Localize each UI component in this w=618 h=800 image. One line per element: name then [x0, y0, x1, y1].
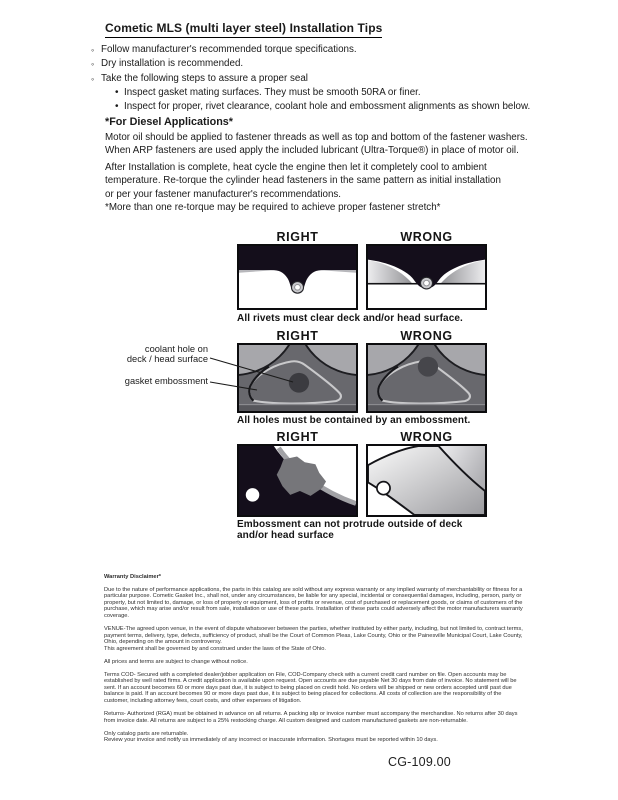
hole-embossment-wrong-illustration: [368, 345, 485, 411]
diagram-row3-wrong-panel: [366, 444, 487, 517]
diesel-applications-heading: *For Diesel Applications*: [105, 116, 233, 128]
warranty-disclaimer-heading: Warranty Disclaimer*: [104, 574, 162, 580]
diagram-row3-labels: [237, 430, 487, 444]
diagram-row3-right-panel: [237, 444, 358, 517]
legal-paragraph: Only catalog parts are returnable.: [104, 730, 189, 737]
open-bullet-icon: ◦: [91, 45, 95, 55]
wrong-label: WRONG: [400, 430, 453, 444]
diagram-row1-wrong-panel: [366, 244, 487, 310]
right-label: RIGHT: [276, 230, 319, 244]
legal-paragraph: This agreement shall be governed by and construed under the laws of the State of Ohio.: [104, 645, 326, 652]
coolant-hole-label: deck / head surface: [126, 354, 208, 364]
embossment-deck-wrong-illustration: [368, 446, 485, 515]
gasket-embossment-label: gasket embossment: [124, 376, 208, 386]
diagram-row1-right-panel: [237, 244, 358, 310]
list-item: • Inspect for proper, rivet clearance, coolant hole and embossment alignments as shown below.: [91, 100, 530, 114]
embossment-deck-right-illustration: [239, 446, 356, 515]
diagram-row2-annotations: [96, 344, 208, 386]
diesel-paragraph-2: After Installation is complete, heat cycle the engine then let it completely cool to ambient temperature. Re-torque the cylinder head fasteners in the same pattern as initial installation or per your fastener manufacturer's recommendations.: [105, 162, 501, 200]
wrong-label: WRONG: [400, 230, 453, 244]
legal-paragraph: Due to the nature of performance applications, the parts in this catalog are sold without any express warranty or any implied warranty of merchantability or fitness for a particular purpose. Cometic Gasket Inc., shall not, under any circumstances, be liable for any special, incidental or consequential damages, including, person, party or property, but not limited to, damage, or loss of property or equipment, loss of profits or revenue, cost of purchased or replacement goods, or claims of customers of the purchase, which may arise and/or result from sale, installation or use of these parts. Installation of these parts could adversely affect the motor manufacturers warranty coverage.: [104, 586, 523, 619]
legal-paragraph: All prices and terms are subject to change without notice.: [104, 658, 248, 665]
legal-paragraph: Review your invoice and notify us immediately of any incorrect or inaccurate information. Shortages must be reported within 10 days.: [104, 737, 438, 744]
diagram-row1-caption: All rivets must clear deck and/or head surface.: [237, 313, 463, 324]
catalog-page-code: CG-109.00: [388, 755, 451, 769]
legal-paragraph: Terms COD- Secured with a completed dealer/jobber application on File, COD-Company check with a current credit card number on file. Open accounts may be established by well rated firms. A credit application is available upon request. Open accounts are due payable Net 30 days from date of invoice. No statement will be sent. If an account becomes 60 or more days past due, it is subject to being placed on credit hold. No orders will be shipped or new orders accepted until past due balance is paid. If an account becomes 90 or more days past due, it is subject to being placed for collections. All costs of collection are the responsibility of the customer, including attorney fees, court costs, and other expenses of litigation.: [104, 671, 517, 705]
list-item: ◦ Follow manufacturer's recommended torque specifications.: [91, 43, 530, 57]
rivet-clearance-right-illustration: [239, 246, 356, 308]
diagram-row3-caption: Embossment can not protrude outside of deck and/or head surface: [237, 519, 463, 541]
legal-paragraph: Returns- Authorized (RGA) must be obtained in advance on all returns. A packing slip or invoice number must accompany the merchandise. No returns after 30 days from invoice date. All returns are subject to a 25% restocking charge. All custom designed and custom manufactured gaskets are non-returnable.: [104, 711, 518, 724]
coolant-hole-label: coolant hole on: [144, 344, 208, 354]
diagram-row1-labels: [237, 230, 487, 244]
retorque-note: *More than one re-torque may be required to achieve proper fastener stretch*: [105, 202, 441, 213]
open-bullet-icon: ◦: [91, 73, 95, 84]
diagram-row2-caption: All holes must be contained by an embossment.: [237, 415, 471, 426]
rivet-clearance-wrong-illustration: [368, 246, 485, 308]
open-bullet-icon: ◦: [91, 59, 95, 70]
diesel-paragraph-1: Motor oil should be applied to fastener threads as well as top and bottom of the fastener washers. When ARP fasteners are used apply the included lubricant (Ultra-Torque®) in place of motor oil.: [105, 132, 528, 157]
diagram-row2-wrong-panel: [366, 343, 487, 413]
right-label: RIGHT: [276, 430, 319, 444]
diagram-row2-labels: [237, 329, 487, 343]
warranty-disclaimer-block: [104, 574, 524, 750]
list-item: ◦ Dry installation is recommended.: [91, 57, 530, 71]
bullet-icon: •: [115, 86, 119, 98]
annotation-pointer-lines: [208, 349, 300, 395]
list-item: • Inspect gasket mating surfaces. They must be smooth 50RA or finer.: [91, 86, 530, 100]
page-title: Cometic MLS (multi layer steel) Installation Tips: [105, 21, 382, 38]
right-label: RIGHT: [276, 329, 319, 343]
wrong-label: WRONG: [400, 329, 453, 343]
legal-paragraph: VENUE-The agreed upon venue, in the event of dispute whatsoever between the parties, whether instituted by either party, including, but not limited to, contract terms, payment terms, delivery, type, defects, sufficiency of product, shall be the Court of Common Pleas, Lake County, Ohio or the Painesville Municipal Court, Lake County, Ohio, depending on the amount in controversy.: [104, 625, 523, 646]
installation-tips-list: [91, 43, 530, 114]
bullet-icon: •: [115, 101, 119, 113]
list-item: ◦ Take the following steps to assure a proper seal: [91, 72, 530, 86]
